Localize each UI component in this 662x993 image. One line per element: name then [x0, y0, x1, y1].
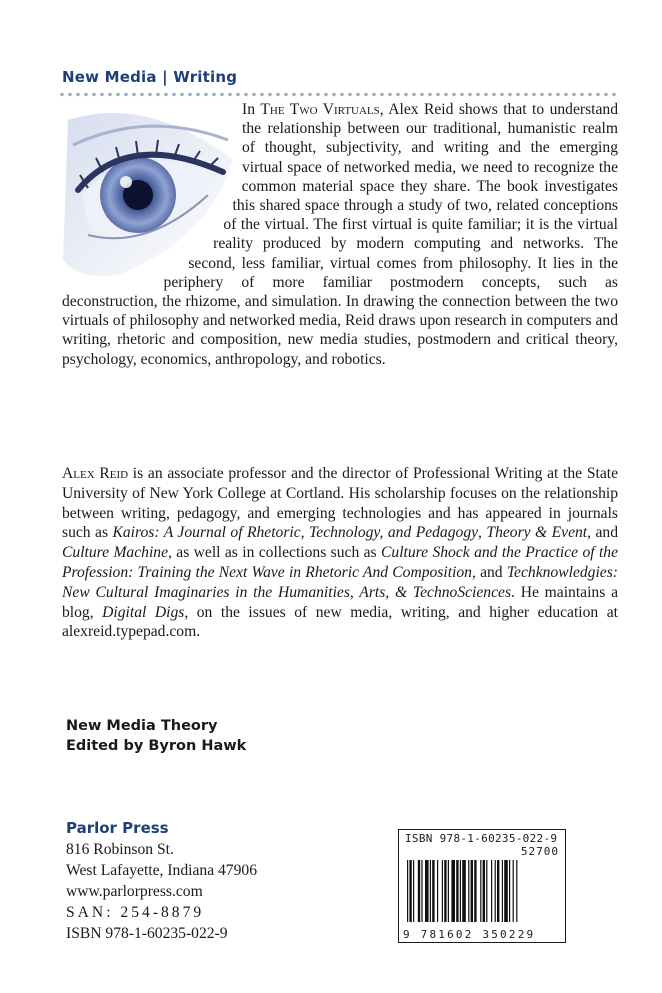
series-info	[66, 716, 246, 756]
book-description: In The Two Virtuals, Alex Reid shows that to understand the relationship between our traditional, humanistic realm of thought, subjectivity, and writing and the emerging virtual space of networked media, we need to recognize the common material space they share. The book investigates this shared space through a study of two, related conceptions of the virtual. The first virtual is quite familiar; it is the virtual reality produced by modern computing and networks. The second, less familiar, virtual comes from philosophy. It lies in the periphery of more familiar postmodern concepts, such as deconstruction, the rhizome, and simulation. In drawing the connection between the two virtuals of philosophy and networked media, Reid draws upon research in computers and writing, rhetoric and composition, new media studies, postmodern and critical theory, psychology, economics, anthropology, and robotics.	[62, 101, 618, 368]
barcode-price-code: 52700	[520, 845, 559, 858]
barcode-bar	[495, 860, 496, 922]
barcode-bar	[504, 860, 508, 922]
barcode-bar	[474, 860, 476, 922]
author-name: Alex Reid	[62, 465, 129, 482]
barcode-bar	[516, 860, 517, 922]
barcode-bar	[421, 860, 422, 922]
dotted-divider	[58, 92, 618, 97]
barcode-bar	[491, 860, 492, 922]
barcode-bar	[430, 860, 431, 922]
barcode-bar	[462, 860, 466, 922]
barcode-digits: 9 781602 350229	[403, 928, 536, 941]
publisher-street: 816 Robinson St.	[66, 841, 174, 858]
barcode-bar	[502, 860, 503, 922]
publisher-website: www.parlorpress.com	[66, 883, 203, 900]
barcode-bars	[407, 860, 557, 922]
barcode	[398, 829, 566, 943]
book-title: The Two Virtuals	[260, 101, 380, 118]
category-heading: New Media | Writing	[62, 68, 238, 86]
series-editor: Edited by Byron Hawk	[66, 738, 247, 754]
barcode-bar	[497, 860, 499, 922]
barcode-bar	[413, 860, 414, 922]
blog-name: Digital Digs	[102, 603, 185, 621]
barcode-bar	[444, 860, 446, 922]
barcode-bar	[509, 860, 510, 922]
barcode-bar	[468, 860, 469, 922]
publisher-name: Parlor Press	[66, 819, 169, 837]
publisher-isbn: ISBN 978-1-60235-022-9	[66, 925, 228, 942]
barcode-bar	[432, 860, 434, 922]
barcode-bar	[407, 860, 408, 922]
barcode-bar	[486, 860, 487, 922]
publisher-city: West Lafayette, Indiana 47906	[66, 862, 257, 879]
barcode-bar	[451, 860, 455, 922]
barcode-bar	[409, 860, 411, 922]
barcode-bar	[437, 860, 438, 922]
barcode-bar	[442, 860, 443, 922]
series-title: New Media Theory	[66, 718, 218, 734]
publisher-san: SAN: 254-8879	[66, 904, 205, 921]
barcode-isbn-label: ISBN 978-1-60235-022-9	[405, 832, 558, 845]
barcode-bar	[480, 860, 481, 922]
barcode-bar	[460, 860, 461, 922]
barcode-bar	[471, 860, 473, 922]
publisher-block	[66, 818, 257, 944]
barcode-bar	[456, 860, 458, 922]
author-bio: Alex Reid is an associate professor and the director of Professional Writing at the State University of New York College at Cortland. His scholarship focuses on the relationship between writing, pedagogy, and emerging technologies and has appeared in journals such as Kairos: A Journal of Rhetoric, Technology, and Pedagogy, Theory & Event, and Culture Machine, as well as in collections such as Culture Shock and the Practice of the Profession: Training the Next Wave in Rhetoric And Composition, and Techknowledgies: New Cultural Imaginaries in the Humanities, Arts, & TechnoSciences. He maintains a blog, Digital Digs, on the issues of new media, writing, and higher education at alexreid.typepad.com.	[62, 465, 619, 641]
barcode-bar	[483, 860, 485, 922]
barcode-bar	[513, 860, 514, 922]
barcode-bar	[418, 860, 420, 922]
barcode-bar	[425, 860, 429, 922]
barcode-bar	[448, 860, 449, 922]
